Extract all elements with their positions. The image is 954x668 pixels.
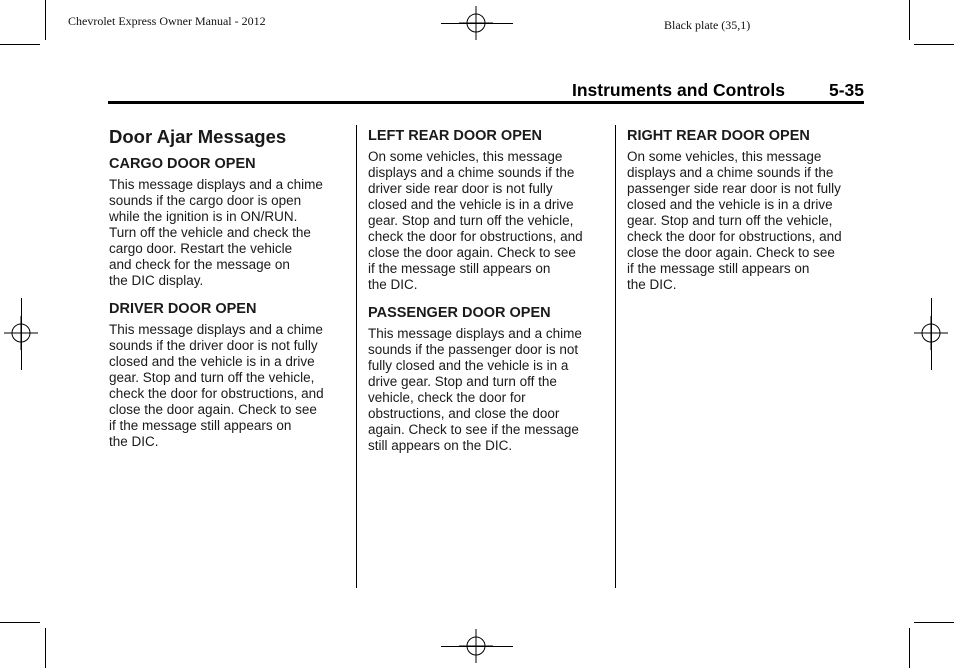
- section-heading: CARGO DOOR OPEN: [109, 156, 256, 172]
- section-body: This message displays and a chime sounds if the passenger door is not fully closed and the vehicle is in a drive gear. Stop and turn off the vehicle, check the door for obstructions, and close the door again. Check to see if the message still appears on the DIC.: [368, 326, 582, 453]
- crop-mark: [914, 622, 954, 623]
- page-title: Door Ajar Messages: [109, 126, 287, 147]
- header-rule: [108, 101, 864, 104]
- section-body: On some vehicles, this message displays and a chime sounds if the passenger side rear door is not fully closed and the vehicle is in a drive gear. Stop and turn off the vehicle, check the door for obstructions, and close the door again. Check to see if the message still appears on the DIC.: [627, 149, 842, 292]
- crop-mark: [0, 622, 40, 623]
- manual-title: Chevrolet Express Owner Manual - 2012: [68, 14, 266, 28]
- plate-label: Black plate (35,1): [664, 18, 751, 32]
- section-heading: LEFT REAR DOOR OPEN: [368, 128, 543, 144]
- crop-mark: [45, 0, 46, 40]
- crop-mark: [441, 646, 513, 647]
- crop-mark: [909, 0, 910, 40]
- section-body: On some vehicles, this message displays and a chime sounds if the driver side rear door is not fully closed and the vehicle is in a drive gear. Stop and turn off the vehicle, check the door for obstructions, and close the door again. Check to see if the message still appears on the DIC.: [368, 149, 583, 292]
- crop-mark: [441, 23, 513, 24]
- column-left: [109, 124, 349, 458]
- crop-mark: [931, 298, 932, 370]
- column-divider: [356, 125, 357, 588]
- page-number: 5-35: [828, 80, 864, 100]
- section-heading: PASSENGER DOOR OPEN: [368, 305, 551, 321]
- column-right: [627, 124, 867, 301]
- crop-mark: [0, 44, 40, 45]
- column-divider: [615, 125, 616, 588]
- crop-mark: [909, 628, 910, 668]
- crop-mark: [914, 44, 954, 45]
- section-heading: RIGHT REAR DOOR OPEN: [627, 128, 810, 144]
- crop-mark: [45, 628, 46, 668]
- crop-mark: [21, 298, 22, 370]
- section-title: Instruments and Controls: [572, 80, 785, 100]
- section-heading: DRIVER DOOR OPEN: [109, 301, 257, 317]
- section-body: This message displays and a chime sounds if the driver door is not fully closed and the vehicle is in a drive gear. Stop and turn off the vehicle, check the door for obstructions, and close the door again. Check to see if the message still appears on the DIC.: [109, 322, 324, 449]
- section-body: This message displays and a chime sounds if the cargo door is open while the ignition is in ON/RUN. Turn off the vehicle and check the cargo door. Restart the vehicle and check for the message on the DIC display.: [109, 177, 323, 288]
- column-middle: [368, 124, 608, 462]
